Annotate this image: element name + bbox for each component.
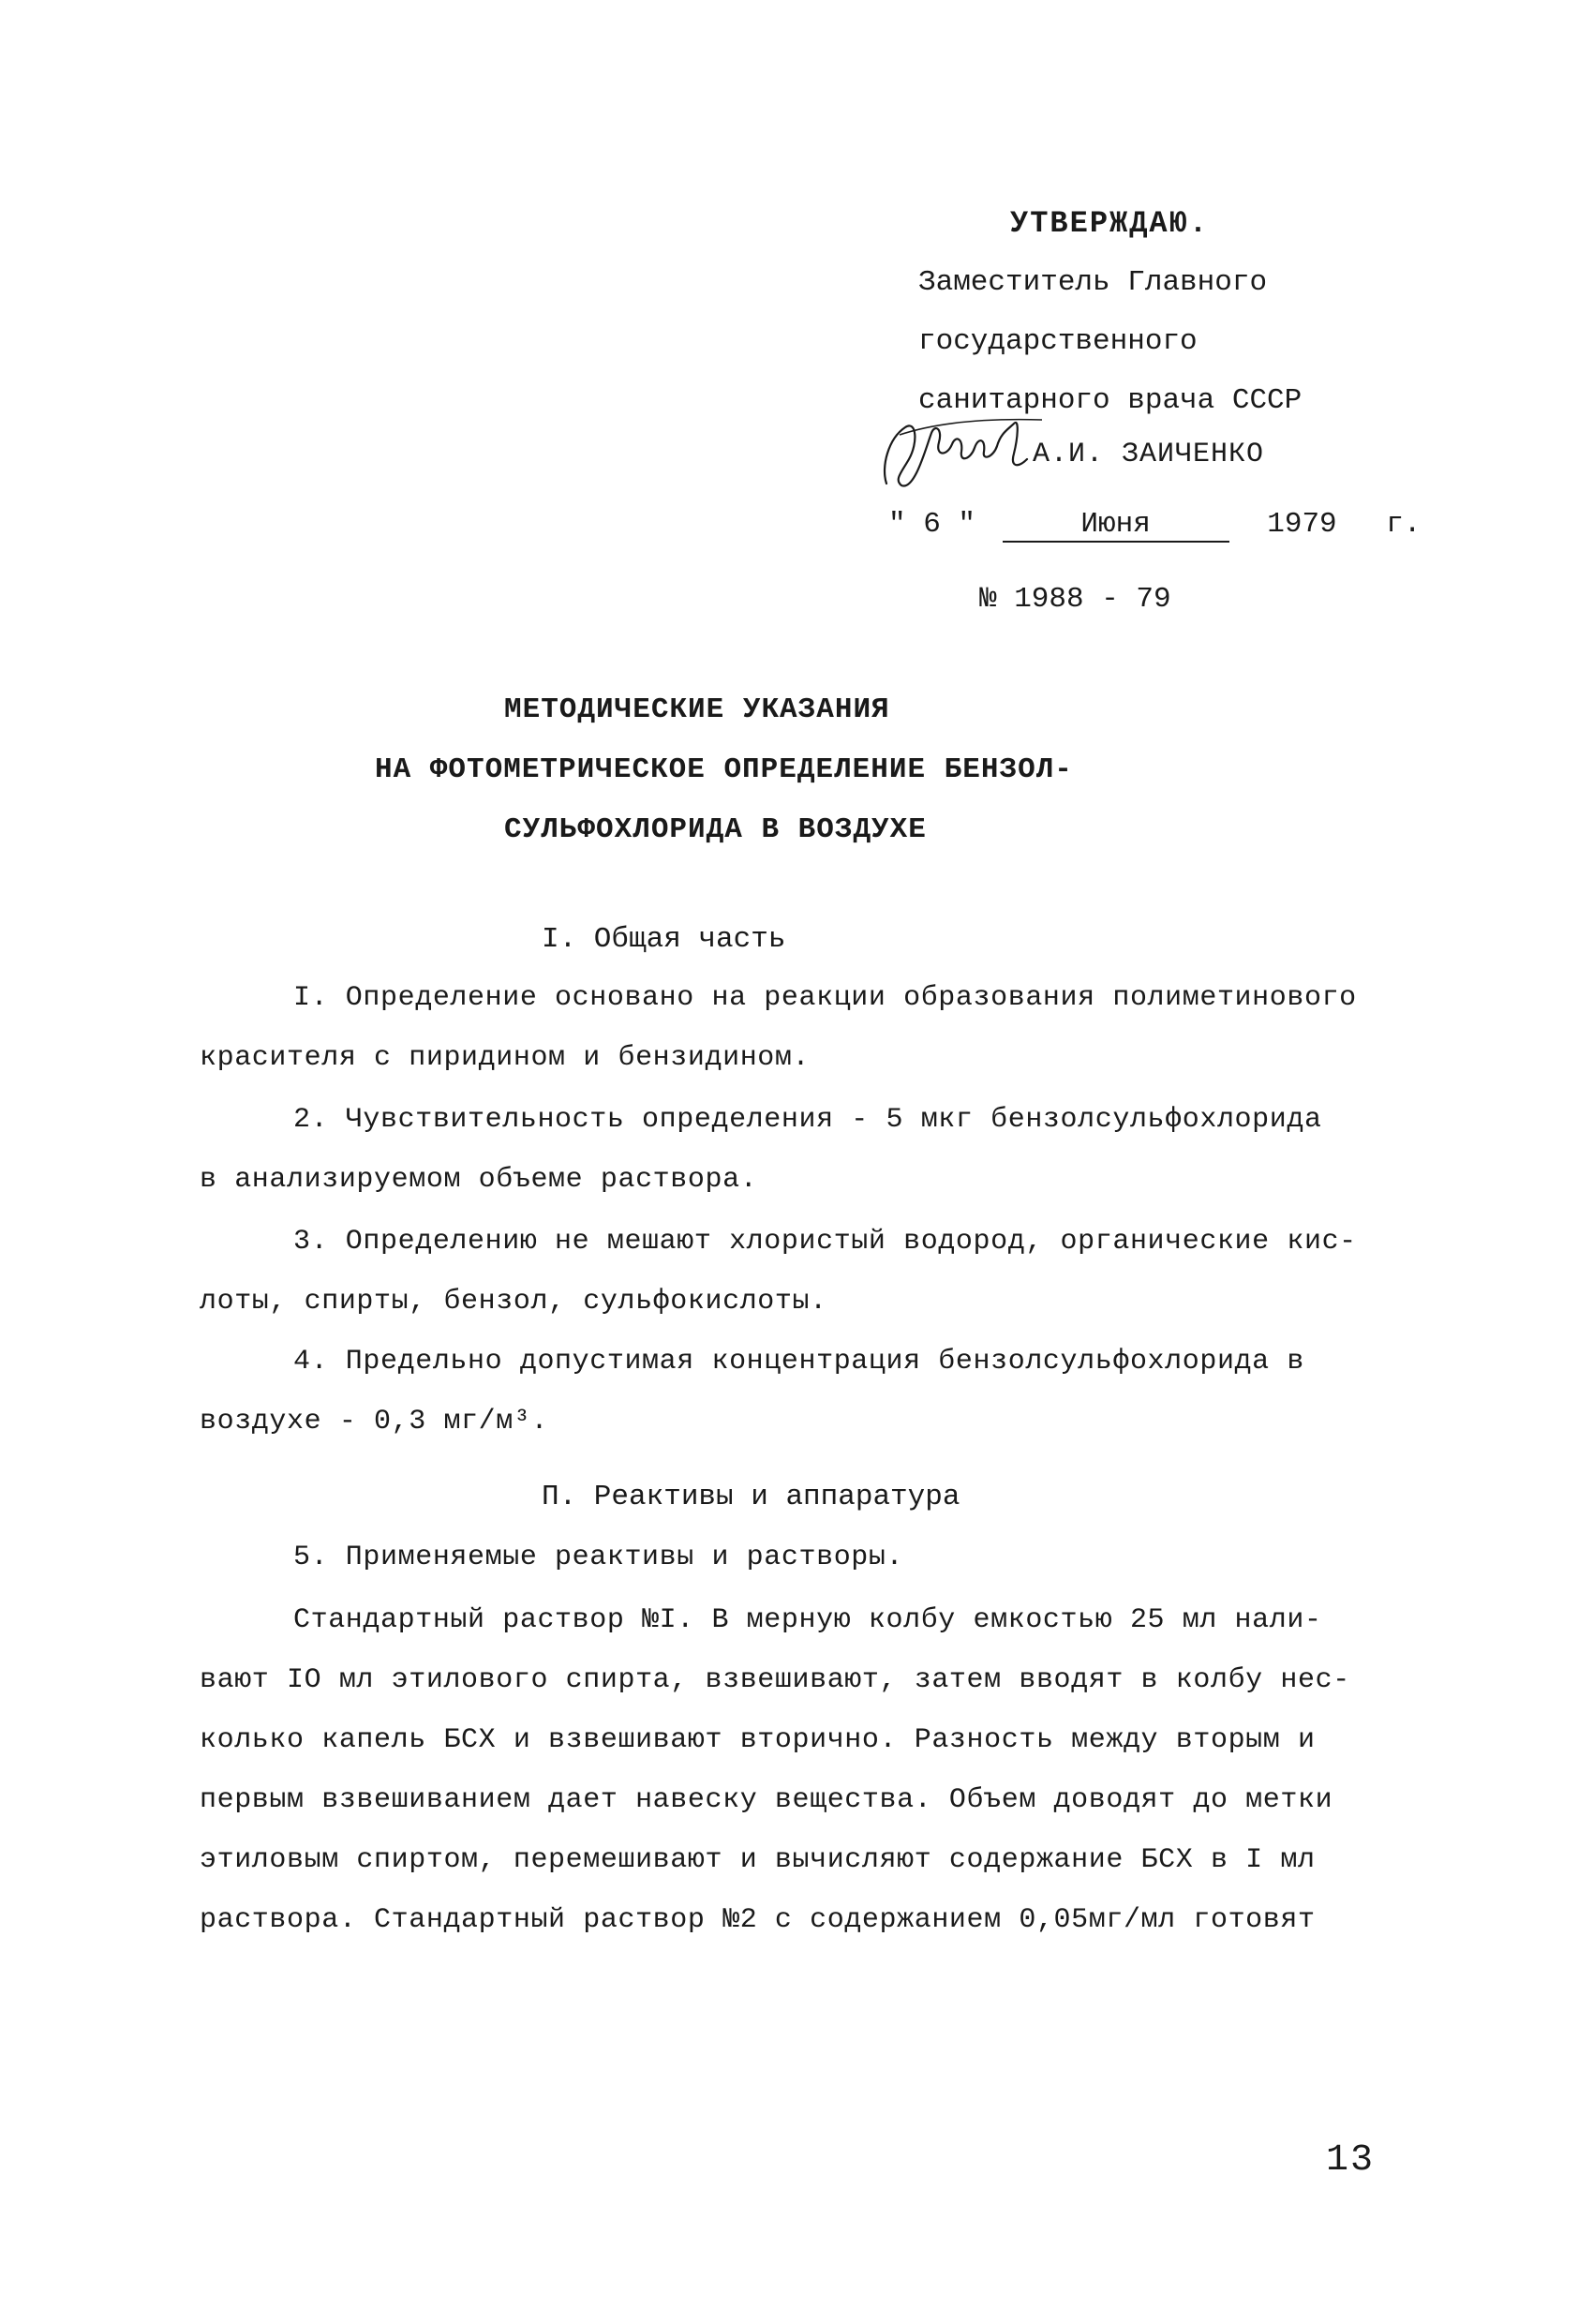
section-1-heading: I. Общая часть <box>542 923 786 956</box>
title-line-3: СУЛЬФОХЛОРИДА В ВОЗДУХЕ <box>504 813 927 846</box>
approval-title: УТВЕРЖДАЮ. <box>1010 206 1210 241</box>
approval-position-line-3: санитарного врача СССР <box>918 384 1303 417</box>
title-line-2: НА ФОТОМЕТРИЧЕСКОЕ ОПРЕДЕЛЕНИЕ БЕНЗОЛ- <box>375 753 1073 786</box>
para-5-line-5: этиловым спиртом, перемешивают и вычисляют содержание БСХ в I мл <box>200 1844 1316 1876</box>
approval-position-line-2: государственного <box>918 325 1198 358</box>
para-2-line-1: 2. Чувствительность определения - 5 мкг бензолсульфохлорида <box>293 1104 1322 1136</box>
item-5-heading: 5. Применяемые реактивы и растворы. <box>293 1542 904 1573</box>
handwritten-signature <box>877 410 1055 495</box>
approval-date <box>888 508 1421 543</box>
page-number: 13 <box>1326 2139 1376 2182</box>
date-month: Июня <box>1003 508 1229 543</box>
section-2-heading: П. Реактивы и аппаратура <box>542 1481 960 1513</box>
para-5-line-6: раствора. Стандартный раствор №2 с содержанием 0,05мг/мл готовят <box>200 1904 1316 1936</box>
para-5-line-3: колько капель БСХ и взвешивают вторично. Разность между вторым и <box>200 1724 1316 1756</box>
para-4-line-2: воздухе - 0,3 мг/м³. <box>200 1406 549 1438</box>
para-1-line-2: красителя с пиридином и бензидином. <box>200 1042 811 1074</box>
para-4-line-1: 4. Предельно допустимая концентрация бензолсульфохлорида в <box>293 1346 1304 1378</box>
date-year: 1979 <box>1267 508 1337 541</box>
date-day: " 6 " <box>888 508 976 541</box>
date-suffix: г. <box>1386 508 1422 541</box>
para-1-line-1: I. Определение основано на реакции образования полиметинового <box>293 982 1357 1014</box>
document-number: № 1988 - 79 <box>979 583 1171 616</box>
para-5-line-1: Стандартный раствор №I. В мерную колбу емкостью 25 мл нали- <box>293 1604 1322 1636</box>
para-5-line-4: первым взвешиванием дает навеску вещества. Объем доводят до метки <box>200 1784 1333 1816</box>
approval-position-line-1: Заместитель Главного <box>918 266 1268 299</box>
signer-name: А.И. ЗАИЧЕНКО <box>1033 439 1265 470</box>
para-5-line-2: вают IO мл этилового спирта, взвешивают, затем вводят в колбу нес- <box>200 1664 1350 1696</box>
para-3-line-2: лоты, спирты, бензол, сульфокислоты. <box>200 1286 827 1318</box>
para-3-line-1: 3. Определению не мешают хлористый водород, органические кис- <box>293 1226 1357 1258</box>
para-2-line-2: в анализируемом объеме раствора. <box>200 1164 758 1196</box>
title-line-1: МЕТОДИЧЕСКИЕ УКАЗАНИЯ <box>504 693 890 726</box>
